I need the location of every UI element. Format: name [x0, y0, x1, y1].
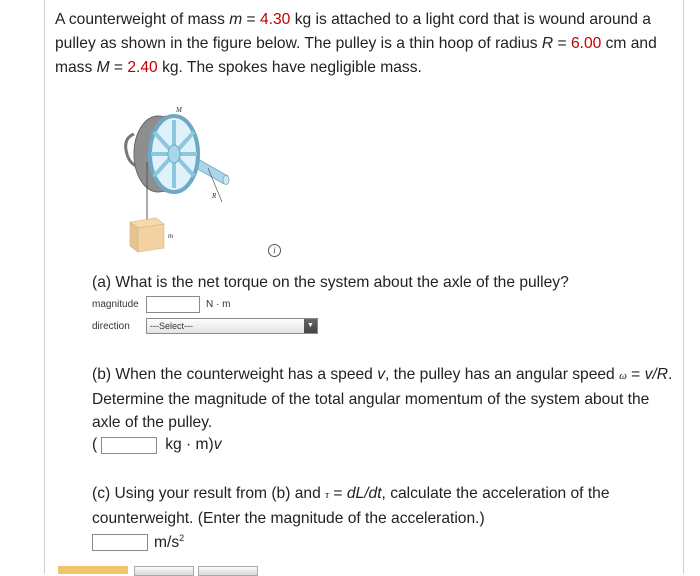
- problem-statement: A counterweight of mass m = 4.30 kg is attached to a light cord that is wound around a pulley as shown in the figure below. The pulley is a thin hoop of radius R = 6.00 cm and mass M = 2.40 kg. The spokes have negligible mass.: [55, 11, 657, 76]
- label-m: m: [168, 232, 174, 240]
- angular-momentum-unit: kg · m): [165, 436, 214, 453]
- magnitude-unit: N · m: [206, 299, 231, 310]
- acceleration-input[interactable]: [92, 534, 148, 551]
- part-b-answer-row: ( kg · m) v: [92, 436, 222, 453]
- part-c-answer-row: [92, 533, 184, 552]
- radius-value: 6.00: [570, 35, 602, 52]
- part-c-question: (c) Using your result from (b) and τ = dL/dt, calculate the acceleration of the counterweight. (Enter the magnitude of the acceleration.): [92, 485, 610, 527]
- part-a-magnitude-row: [92, 296, 230, 313]
- pulley-figure: [112, 102, 247, 262]
- magnitude-label: magnitude: [92, 299, 139, 310]
- magnitude-input[interactable]: [146, 296, 200, 313]
- watch-it-button[interactable]: [198, 566, 258, 576]
- need-help-label: [58, 566, 128, 574]
- direction-label: direction: [92, 321, 130, 332]
- direction-select[interactable]: ---Select--- ▼: [146, 318, 318, 334]
- pulley-wheel: [134, 116, 198, 192]
- acceleration-unit: $m/s^2$: [154, 533, 185, 552]
- read-it-button[interactable]: [134, 566, 194, 576]
- angular-momentum-input[interactable]: [101, 437, 157, 454]
- mass-m-value: 4.30: [260, 11, 291, 28]
- info-icon[interactable]: i: [268, 244, 281, 257]
- counterweight: [130, 218, 164, 252]
- part-a-question: (a) What is the net torque on the system about the axle of the pulley?: [92, 274, 569, 291]
- mass-M-value: 2.40: [127, 59, 158, 76]
- part-b-question: (b) When the counterweight has a speed v, the pulley has an angular speed ω = v/R. Determine the magnitude of the total angular momentum of the system about the axle of the pulley.: [92, 366, 673, 431]
- label-M: M: [176, 106, 182, 114]
- label-R: R: [212, 192, 217, 200]
- chevron-down-icon: ▼: [304, 319, 317, 333]
